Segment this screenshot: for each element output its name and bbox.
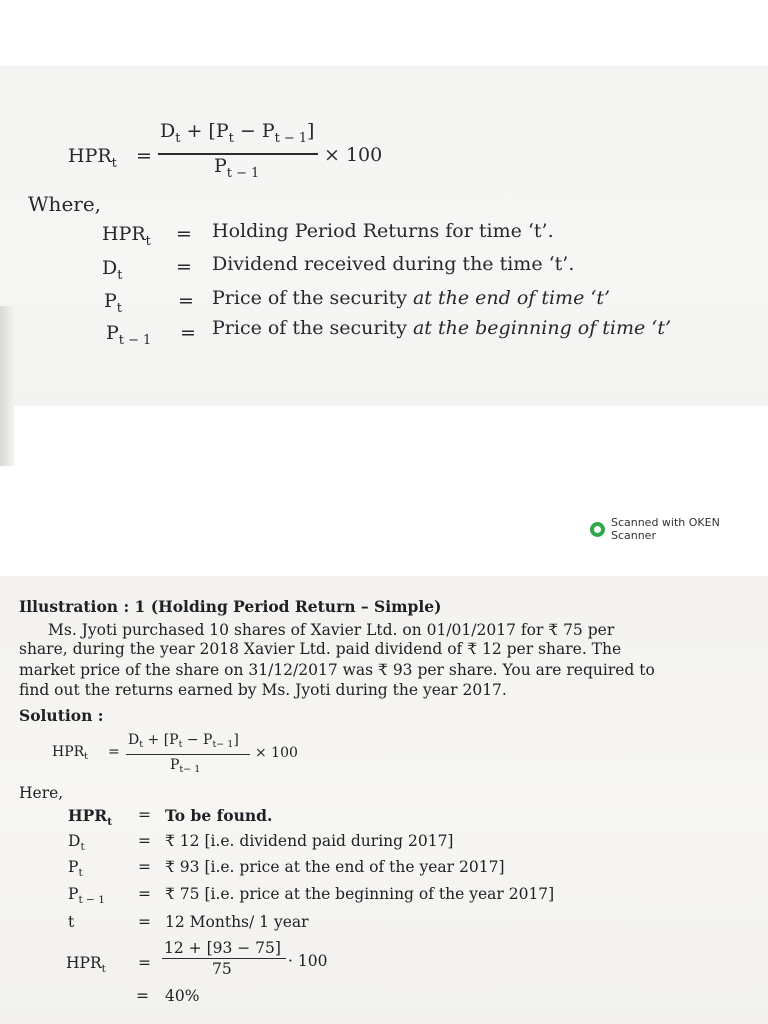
illustration-heading: Illustration : 1 (Holding Period Return – Simple): [19, 597, 442, 616]
def-text-plain: Price of the security: [212, 317, 413, 339]
def-equals: =: [180, 322, 196, 344]
row-symbol-sub: t: [80, 840, 85, 853]
def-symbol: [102, 223, 151, 249]
page-fold-shadow: [0, 306, 14, 466]
row-equals: =: [138, 913, 151, 931]
num-p-sub: t: [178, 739, 183, 751]
def-text-italic: at the end of time ‘t’: [412, 287, 611, 309]
num-p-sub: t: [228, 130, 234, 146]
hpr-subscript: t: [84, 751, 88, 763]
calc-equals: =: [138, 954, 151, 972]
hpr-subscript: t: [101, 962, 106, 975]
row-text: 12 Months/ 1 year: [165, 913, 309, 931]
num-minus: − P: [182, 732, 213, 748]
calc-numerator: 12 + [93 − 75]: [164, 939, 281, 957]
row-symbol-sub: t: [78, 866, 83, 879]
scanner-watermark: [590, 516, 768, 542]
num-plus: + [P: [143, 732, 179, 748]
den-p-sub: t− 1: [179, 764, 201, 776]
row-symbol-text: t: [68, 913, 75, 931]
num-d: D: [128, 732, 140, 748]
formula-equals: =: [108, 744, 120, 760]
calc-times: · 100: [288, 952, 328, 970]
row-symbol: [68, 858, 83, 879]
formula-equals: =: [136, 145, 152, 167]
num-d-sub: t: [175, 130, 181, 146]
hpr-symbol: HPR: [52, 744, 85, 760]
hpr-symbol: HPR: [68, 145, 112, 167]
paragraph-line: find out the returns earned by Ms. Jyoti during the year 2017.: [19, 681, 507, 699]
formula-times: × 100: [255, 745, 298, 761]
den-p: P: [170, 757, 180, 773]
solution-label: Solution :: [19, 706, 104, 725]
def-symbol-sub: t: [117, 267, 123, 283]
num-close: ]: [233, 732, 239, 748]
fraction-bar: [126, 754, 250, 755]
result-value: 40%: [165, 987, 200, 1005]
num-d: D: [160, 120, 176, 142]
row-symbol: [68, 885, 105, 906]
scanner-watermark-text: Scanned with OKEN Scanner: [610, 516, 720, 542]
here-label: Here,: [19, 784, 64, 802]
def-symbol-text: P: [104, 290, 117, 312]
row-text: ₹ 93 [i.e. price at the end of the year 2017]: [165, 858, 505, 876]
row-symbol-sub: t: [107, 815, 113, 828]
formula-numerator: [128, 732, 239, 751]
def-equals: =: [176, 223, 192, 245]
row-symbol-text: D: [68, 832, 81, 850]
where-label: Where,: [28, 192, 102, 216]
calc-lhs: [66, 954, 106, 975]
def-text: [212, 317, 671, 339]
result-equals: =: [136, 987, 149, 1005]
formula-numerator: [160, 120, 315, 146]
formula-denominator: [170, 757, 201, 776]
formula-lhs: [68, 145, 117, 171]
row-equals: =: [138, 858, 151, 876]
def-symbol-sub: t − 1: [118, 332, 152, 348]
calc-fraction-bar: [162, 958, 286, 959]
num-close: ]: [307, 120, 315, 142]
den-p-sub: t − 1: [226, 165, 260, 181]
def-symbol-text: P: [106, 322, 119, 344]
row-symbol: [68, 913, 74, 931]
def-symbol: [106, 322, 152, 348]
row-text: To be found.: [165, 806, 273, 825]
def-symbol-text: D: [102, 257, 118, 279]
paragraph-line: share, during the year 2018 Xavier Ltd. paid dividend of ₹ 12 per share. The: [19, 640, 622, 658]
hpr-symbol: HPR: [66, 954, 102, 972]
formula-denominator: [214, 155, 260, 181]
num-plus: + [P: [186, 120, 229, 142]
row-equals: =: [138, 806, 151, 824]
paragraph-line: market price of the share on 31/12/2017 was ₹ 93 per share. You are required to: [19, 661, 655, 679]
row-equals: =: [138, 885, 151, 903]
row-equals: =: [138, 832, 151, 850]
num-minus: − P: [239, 120, 275, 142]
def-text-italic: at the beginning of time ‘t’: [412, 317, 672, 339]
row-symbol-text: P: [68, 885, 79, 903]
num-p2-sub: t− 1: [212, 739, 234, 751]
num-p2-sub: t − 1: [274, 130, 308, 146]
row-text: ₹ 12 [i.e. dividend paid during 2017]: [165, 832, 454, 850]
def-symbol-sub: t: [145, 233, 151, 249]
row-text: ₹ 75 [i.e. price at the beginning of the year 2017]: [165, 885, 555, 903]
def-text: Dividend received during the time ‘t’.: [212, 253, 575, 275]
def-equals: =: [178, 290, 194, 312]
formula-lhs: [52, 744, 88, 763]
row-symbol-sub: t − 1: [78, 893, 105, 906]
paragraph-line: Ms. Jyoti purchased 10 shares of Xavier Ltd. on 01/01/2017 for ₹ 75 per: [48, 621, 615, 639]
row-symbol: [68, 806, 113, 828]
def-symbol-text: HPR: [102, 223, 146, 245]
def-text: Holding Period Returns for time ‘t’.: [212, 220, 554, 242]
def-text: [212, 287, 610, 309]
den-p: P: [214, 155, 227, 177]
row-symbol-text: P: [68, 858, 79, 876]
def-equals: =: [176, 256, 192, 278]
def-symbol: [102, 257, 123, 283]
formula-times: × 100: [324, 144, 383, 166]
hpr-subscript: t: [111, 155, 117, 171]
oken-logo-icon: [590, 522, 605, 537]
def-text-plain: Price of the security: [212, 287, 413, 309]
calc-denominator: 75: [212, 960, 232, 978]
row-symbol: [68, 832, 85, 853]
def-symbol-sub: t: [116, 300, 122, 316]
num-d-sub: t: [139, 739, 144, 751]
row-symbol-text: HPR: [68, 806, 108, 825]
def-symbol: [104, 290, 122, 316]
